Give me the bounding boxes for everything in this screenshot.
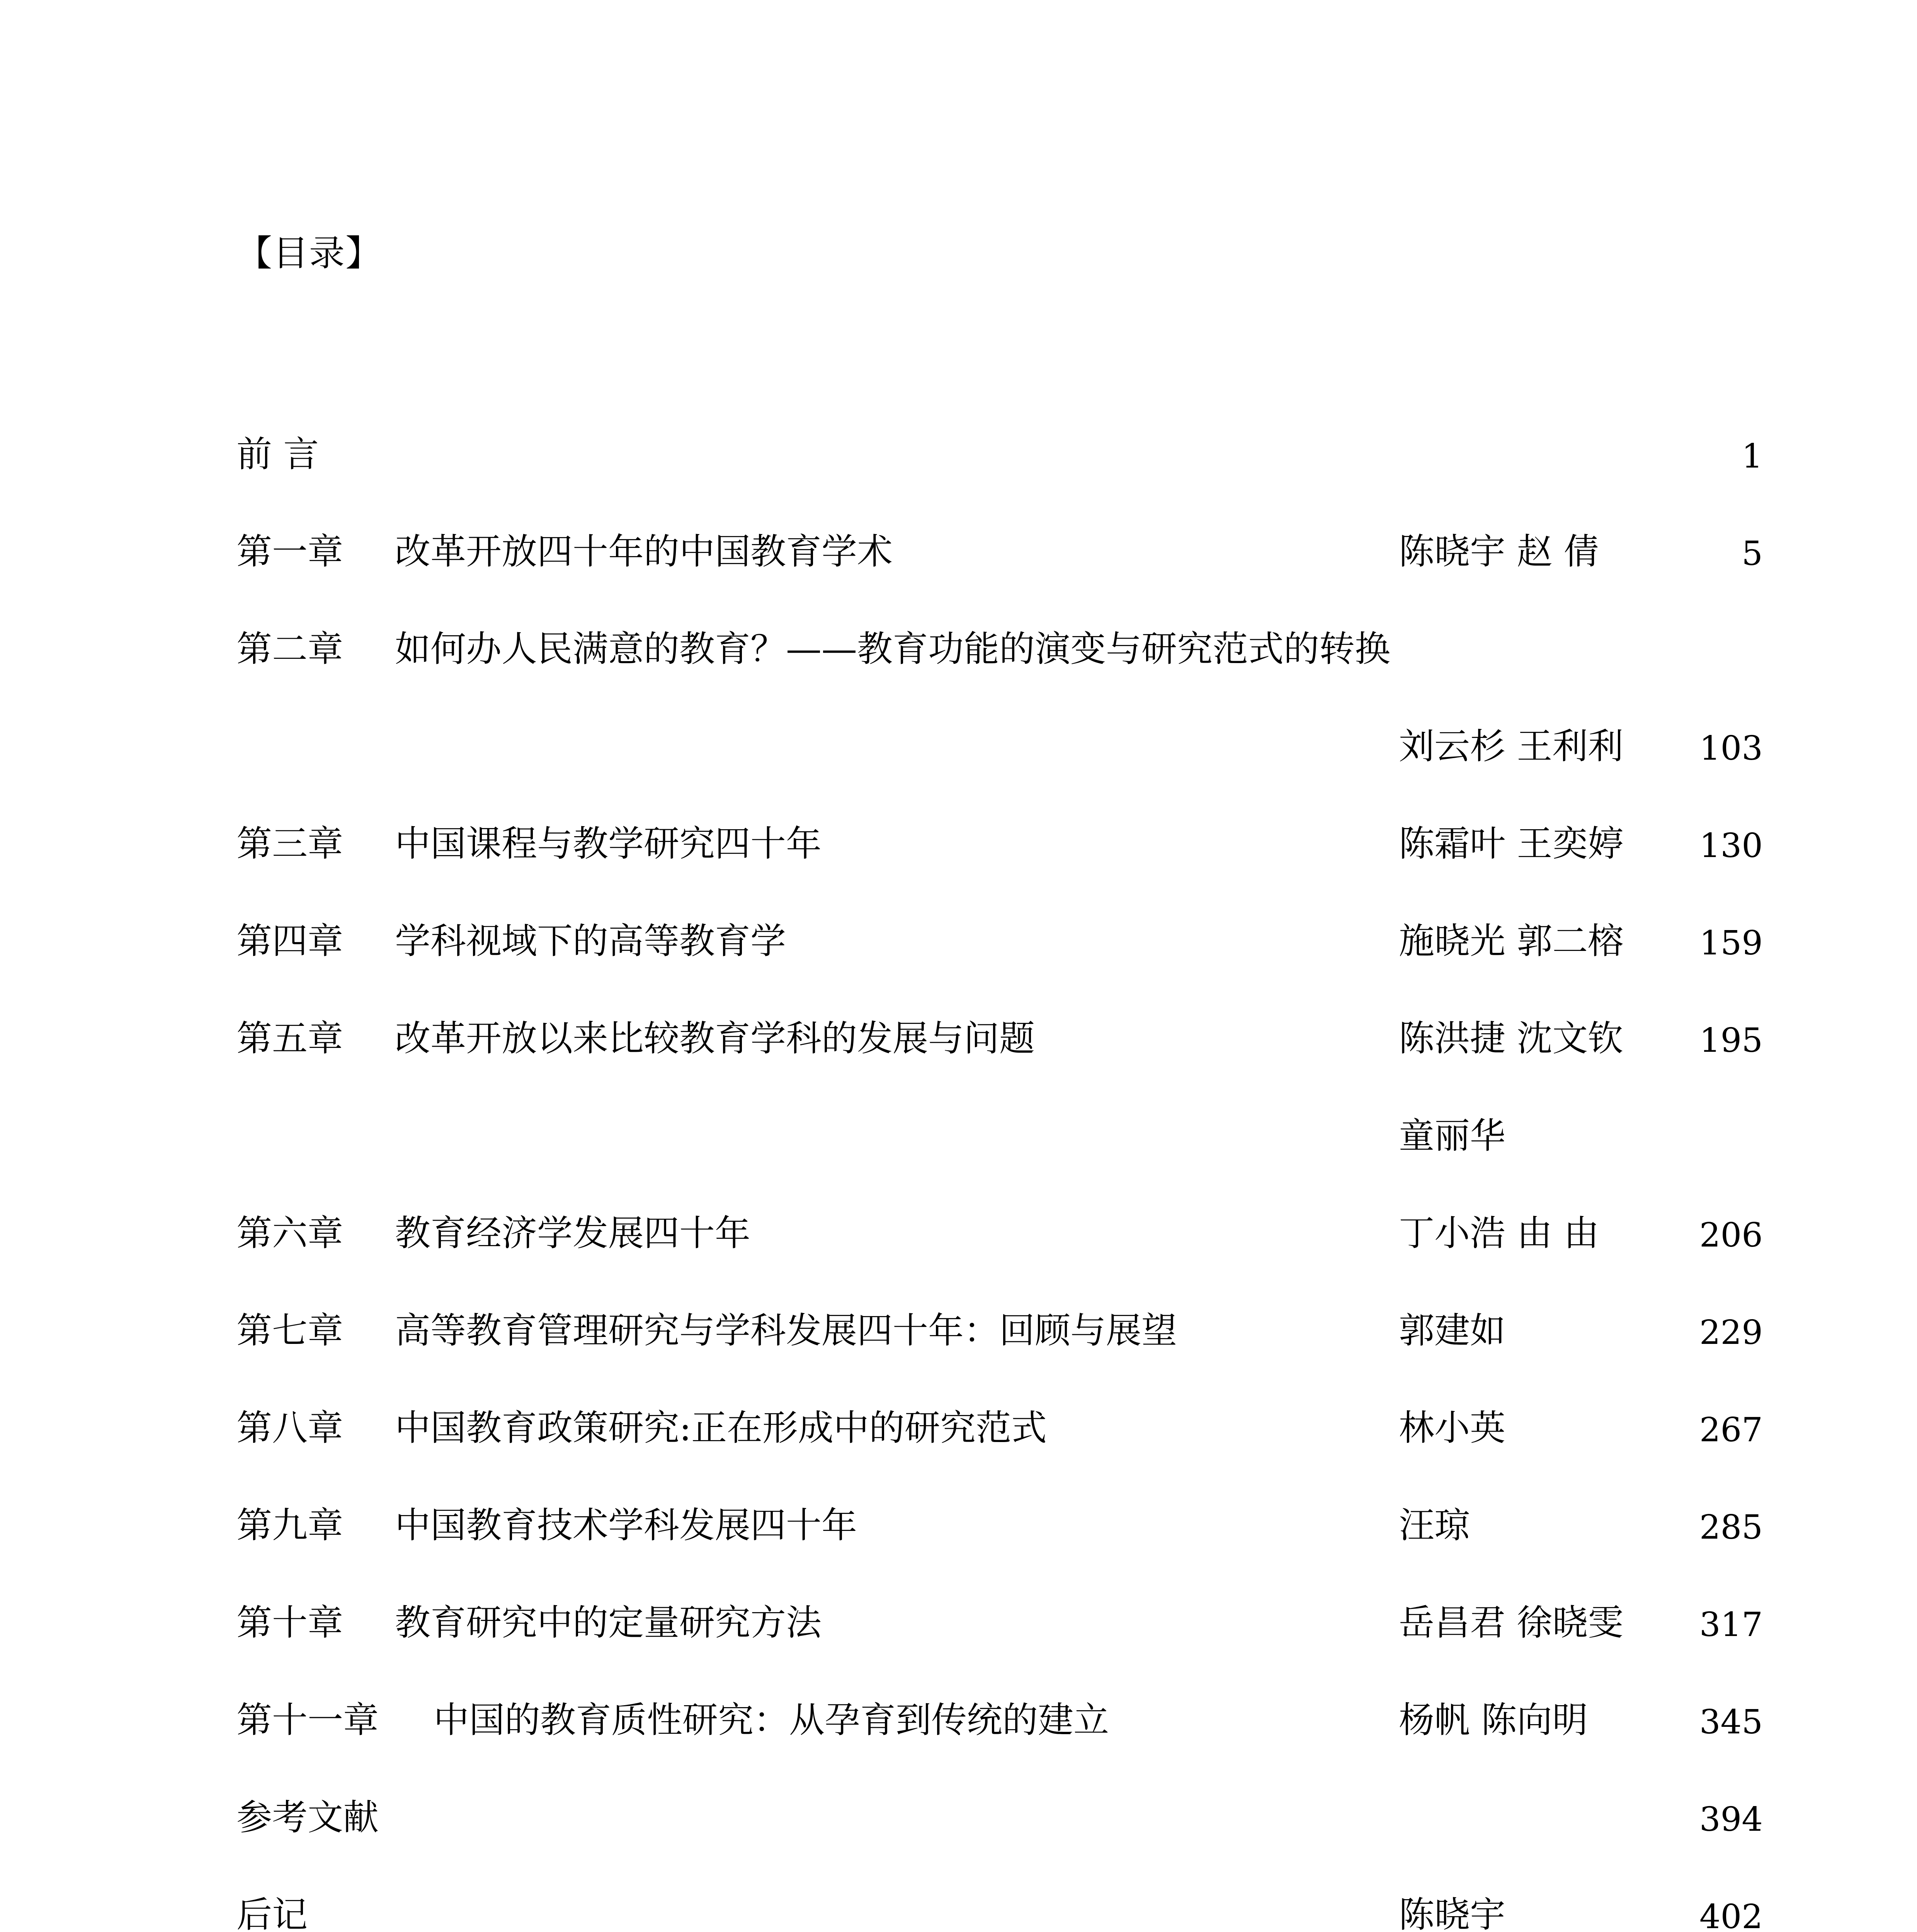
- toc-entry-afterword: [236, 1894, 1763, 1932]
- entry-chapter: 第一章: [236, 531, 344, 572]
- entry-chapter: 后记: [236, 1894, 308, 1932]
- toc-entry-references: [236, 1797, 1763, 1897]
- entry-title: 如何办人民满意的教育？——教育功能的演变与研究范式的转换: [395, 628, 1391, 670]
- toc-entry-chapter-5-continued: [236, 1115, 1763, 1216]
- entry-chapter: 第二章: [236, 628, 344, 670]
- entry-chapter: 参考文献: [236, 1797, 379, 1838]
- entry-authors: 陈洪捷 沈文钦: [1399, 1018, 1624, 1059]
- entry-page-number: 1: [1742, 437, 1763, 476]
- entry-authors: 丁小浩 由 由: [1399, 1213, 1599, 1254]
- toc-entry-chapter-8: [236, 1407, 1763, 1508]
- entry-page-number: 206: [1699, 1216, 1763, 1255]
- entry-authors: 陈晓宇 赵 倩: [1399, 531, 1599, 572]
- toc-heading: 【目录】: [236, 233, 382, 274]
- toc-entry-chapter-10: [236, 1602, 1763, 1702]
- entry-authors: 岳昌君 徐晓雯: [1399, 1602, 1624, 1643]
- toc-entry-chapter-4: [236, 920, 1763, 1021]
- entry-page-number: 159: [1699, 924, 1763, 963]
- entry-authors: 林小英: [1399, 1407, 1506, 1449]
- toc-entry-chapter-11: [236, 1699, 1763, 1800]
- entry-title: 改革开放四十年的中国教育学术: [395, 531, 893, 572]
- entry-page-number: 317: [1699, 1605, 1763, 1644]
- entry-chapter: 第三章: [236, 823, 344, 864]
- entry-page-number: 5: [1742, 534, 1763, 573]
- entry-title: 高等教育管理研究与学科发展四十年：回顾与展望: [395, 1310, 1177, 1351]
- entry-chapter: 第九章: [236, 1505, 344, 1546]
- toc-entry-chapter-2: [236, 628, 1763, 729]
- entry-title: 教育经济学发展四十年: [395, 1213, 751, 1254]
- toc-entry-chapter-3: [236, 823, 1763, 923]
- entry-page-number: 402: [1699, 1898, 1763, 1932]
- entry-title: 教育研究中的定量研究方法: [395, 1602, 822, 1643]
- toc-entry-chapter-5: [236, 1018, 1763, 1118]
- entry-chapter: 第六章: [236, 1213, 344, 1254]
- toc-entry-chapter-7: [236, 1310, 1763, 1410]
- entry-chapter: 第七章: [236, 1310, 344, 1351]
- toc-entry-preface: [236, 434, 1763, 534]
- entry-authors: 陈霜叶 王奕婷: [1399, 823, 1624, 864]
- entry-authors: 童丽华: [1399, 1115, 1506, 1156]
- entry-title: 学科视域下的高等教育学: [395, 920, 786, 962]
- entry-chapter: 前 言: [236, 434, 319, 475]
- entry-authors: 刘云杉 王利利: [1399, 726, 1624, 767]
- entry-chapter: 第十一章: [236, 1699, 379, 1741]
- entry-page-number: 267: [1699, 1411, 1763, 1449]
- toc-list: [236, 434, 1763, 1932]
- toc-entry-chapter-9: [236, 1505, 1763, 1605]
- entry-authors: 陈晓宇: [1399, 1894, 1506, 1932]
- entry-page-number: 229: [1699, 1313, 1763, 1352]
- toc-entry-chapter-2-continued: [236, 726, 1763, 826]
- toc-entry-chapter-1: [236, 531, 1763, 631]
- entry-title: 中国教育技术学科发展四十年: [395, 1505, 857, 1546]
- entry-page-number: 394: [1699, 1800, 1763, 1839]
- entry-page-number: 103: [1699, 729, 1763, 768]
- entry-authors: 杨帆 陈向明: [1399, 1699, 1588, 1741]
- entry-authors: 施晓光 郭二榕: [1399, 920, 1624, 962]
- entry-title: 中国的教育质性研究：从孕育到传统的建立: [434, 1699, 1109, 1741]
- entry-title: 改革开放以来比较教育学科的发展与问题: [395, 1018, 1035, 1059]
- entry-chapter: 第四章: [236, 920, 344, 962]
- entry-page-number: 345: [1699, 1703, 1763, 1742]
- entry-page-number: 195: [1699, 1021, 1763, 1060]
- entry-authors: 郭建如: [1399, 1310, 1506, 1351]
- entry-title: 中国教育政策研究:正在形成中的研究范式: [395, 1407, 1047, 1449]
- entry-page-number: 130: [1699, 827, 1763, 865]
- toc-entry-chapter-6: [236, 1213, 1763, 1313]
- entry-page-number: 285: [1699, 1508, 1763, 1547]
- entry-chapter: 第五章: [236, 1018, 344, 1059]
- entry-authors: 汪琼: [1399, 1505, 1470, 1546]
- entry-chapter: 第十章: [236, 1602, 344, 1643]
- entry-chapter: 第八章: [236, 1407, 344, 1449]
- entry-title: 中国课程与教学研究四十年: [395, 823, 822, 864]
